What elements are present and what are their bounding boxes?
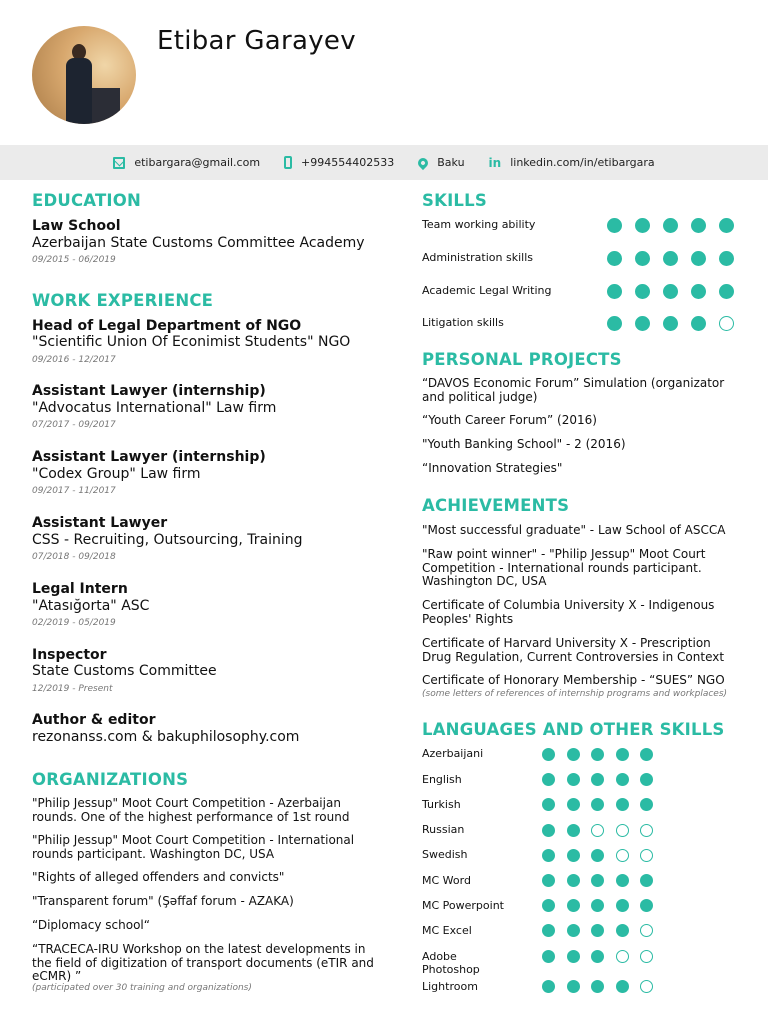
- rating-dot-empty: [640, 924, 653, 937]
- rating-dot-filled: [591, 899, 604, 912]
- work-org: State Customs Committee: [32, 663, 217, 679]
- rating-dot-empty: [640, 980, 653, 993]
- education-org: Azerbaijan State Customs Committee Academy: [32, 235, 365, 251]
- rating-dot-filled: [567, 874, 580, 887]
- language-label: MC Word: [422, 874, 471, 887]
- rating-dot-filled: [691, 218, 706, 233]
- work-org: "Codex Group" Law firm: [32, 466, 201, 482]
- organization-item: "Philip Jessup" Moot Court Competition - International rounds participant. Washington DC, USA: [32, 833, 355, 861]
- work-title: Assistant Lawyer (internship): [32, 449, 266, 465]
- rating-dot-filled: [567, 924, 580, 937]
- rating-dot-empty: [640, 950, 653, 963]
- languages-heading: LANGUAGES AND OTHER SKILLS: [422, 720, 725, 739]
- skill-rating: [607, 251, 747, 266]
- rating-dot-filled: [640, 874, 653, 887]
- work-dates: 07/2017 - 09/2017: [32, 420, 116, 430]
- rating-dot-filled: [719, 251, 734, 266]
- education-dates: 09/2015 - 06/2019: [32, 255, 116, 265]
- achievement-item: Certificate of Honorary Membership - “SUES” NGO: [422, 673, 725, 687]
- rating-dot-filled: [640, 899, 653, 912]
- rating-dot-empty: [640, 849, 653, 862]
- project-item: “Youth Career Forum” (2016): [422, 413, 597, 427]
- rating-dot-filled: [542, 980, 555, 993]
- rating-dot-filled: [635, 251, 650, 266]
- language-rating: [542, 899, 665, 912]
- skill-rating: [607, 218, 747, 233]
- organization-item: "Transparent forum" (Şəffaf forum - AZAKA): [32, 894, 294, 908]
- work-dates: 12/2019 - Present: [32, 684, 113, 694]
- work-title: Author & editor: [32, 712, 156, 728]
- work-dates: 09/2016 - 12/2017: [32, 355, 116, 365]
- language-rating: [542, 924, 665, 937]
- rating-dot-filled: [616, 924, 629, 937]
- profile-photo: [32, 26, 136, 124]
- rating-dot-filled: [591, 980, 604, 993]
- work-dates: 09/2017 - 11/2017: [32, 486, 116, 496]
- rating-dot-filled: [542, 748, 555, 761]
- achievements-heading: ACHIEVEMENTS: [422, 496, 570, 515]
- rating-dot-filled: [635, 284, 650, 299]
- contact-linkedin[interactable]: [489, 156, 655, 170]
- phone-icon: [284, 156, 292, 169]
- rating-dot-filled: [691, 316, 706, 331]
- rating-dot-filled: [542, 874, 555, 887]
- rating-dot-filled: [616, 899, 629, 912]
- rating-dot-filled: [691, 251, 706, 266]
- work-org: "Scientific Union Of Econimist Students" NGO: [32, 334, 351, 350]
- resume-header: [0, 0, 768, 145]
- contact-bar: [0, 145, 768, 180]
- language-rating: [542, 980, 665, 993]
- work-dates: 07/2018 - 09/2018: [32, 552, 116, 562]
- skill-label: Litigation skills: [422, 316, 504, 329]
- linkedin-icon: in: [488, 155, 502, 170]
- rating-dot-filled: [635, 218, 650, 233]
- work-org: "Atasığorta" ASC: [32, 598, 150, 614]
- project-item: “Innovation Strategies": [422, 461, 563, 475]
- rating-dot-filled: [591, 773, 604, 786]
- language-rating: [542, 798, 665, 811]
- rating-dot-empty: [616, 950, 629, 963]
- rating-dot-filled: [591, 748, 604, 761]
- contact-phone[interactable]: [284, 156, 394, 169]
- language-label: MC Powerpoint: [422, 899, 504, 912]
- organizations-note: (participated over 30 training and organizations): [32, 983, 252, 993]
- work-title: Assistant Lawyer (internship): [32, 383, 266, 399]
- work-title: Head of Legal Department of NGO: [32, 318, 302, 334]
- rating-dot-filled: [542, 924, 555, 937]
- rating-dot-filled: [719, 218, 734, 233]
- email-text: etibargara@gmail.com: [134, 156, 261, 169]
- work-title: Assistant Lawyer: [32, 515, 168, 531]
- rating-dot-filled: [591, 798, 604, 811]
- rating-dot-filled: [616, 980, 629, 993]
- rating-dot-filled: [591, 924, 604, 937]
- rating-dot-filled: [663, 284, 678, 299]
- linkedin-text: linkedin.com/in/etibargara: [510, 156, 655, 169]
- work-dates: 02/2019 - 05/2019: [32, 618, 116, 628]
- language-label: Lightroom: [422, 980, 478, 993]
- rating-dot-empty: [616, 824, 629, 837]
- language-label: Russian: [422, 823, 465, 836]
- organization-item: “Diplomacy school“: [32, 918, 150, 932]
- language-rating: [542, 748, 665, 761]
- rating-dot-filled: [567, 748, 580, 761]
- education-title: Law School: [32, 218, 121, 234]
- language-label: Turkish: [422, 798, 461, 811]
- rating-dot-empty: [719, 316, 734, 331]
- rating-dot-filled: [542, 798, 555, 811]
- achievement-item: "Raw point winner" - "Philip Jessup" Moot Court Competition - International rounds participant. Washington DC, USA: [422, 547, 706, 588]
- rating-dot-filled: [542, 824, 555, 837]
- work-org: "Advocatus International" Law firm: [32, 400, 277, 416]
- rating-dot-filled: [567, 824, 580, 837]
- contact-location: [418, 156, 464, 169]
- work-org: CSS - Recruiting, Outsourcing, Training: [32, 532, 303, 548]
- rating-dot-filled: [607, 251, 622, 266]
- language-rating: [542, 824, 665, 837]
- rating-dot-filled: [567, 798, 580, 811]
- language-label: Adobe Photoshop: [422, 950, 480, 976]
- project-item: “DAVOS Economic Forum” Simulation (organizator and political judge): [422, 376, 725, 404]
- rating-dot-filled: [616, 748, 629, 761]
- skill-rating: [607, 284, 747, 299]
- rating-dot-filled: [616, 874, 629, 887]
- language-label: Swedish: [422, 848, 468, 861]
- rating-dot-filled: [663, 316, 678, 331]
- language-label: Azerbaijani: [422, 747, 484, 760]
- skills-heading: SKILLS: [422, 191, 487, 210]
- language-rating: [542, 773, 665, 786]
- rating-dot-empty: [640, 824, 653, 837]
- language-rating: [542, 874, 665, 887]
- rating-dot-filled: [591, 950, 604, 963]
- candidate-name: Etibar Garayev: [157, 26, 356, 56]
- rating-dot-filled: [640, 748, 653, 761]
- rating-dot-filled: [691, 284, 706, 299]
- work-org: rezonanss.com & bakuphilosophy.com: [32, 729, 300, 745]
- skill-label: Administration skills: [422, 251, 533, 264]
- education-heading: EDUCATION: [32, 191, 141, 210]
- phone-text: +994554402533: [301, 156, 395, 169]
- rating-dot-filled: [542, 899, 555, 912]
- organization-item: "Rights of alleged offenders and convicts": [32, 870, 285, 884]
- rating-dot-filled: [567, 980, 580, 993]
- achievement-item: Certificate of Harvard University X - Prescription Drug Regulation, Current Controversies in Context: [422, 636, 725, 664]
- language-rating: [542, 950, 665, 963]
- project-item: "Youth Banking School" - 2 (2016): [422, 437, 626, 451]
- organizations-heading: ORGANIZATIONS: [32, 770, 189, 789]
- location-text: Baku: [437, 156, 465, 169]
- rating-dot-filled: [567, 849, 580, 862]
- location-pin-icon: [416, 155, 430, 169]
- achievement-item: "Most successful graduate" - Law School of ASCCA: [422, 523, 726, 537]
- rating-dot-empty: [591, 824, 604, 837]
- rating-dot-filled: [567, 773, 580, 786]
- work-title: Legal Intern: [32, 581, 128, 597]
- rating-dot-filled: [640, 798, 653, 811]
- achievement-item: Certificate of Columbia University X - Indigenous Peoples' Rights: [422, 598, 715, 626]
- rating-dot-filled: [542, 950, 555, 963]
- work-title: Inspector: [32, 647, 107, 663]
- achievements-note: (some letters of references of internship programs and workplaces): [422, 689, 728, 699]
- rating-dot-filled: [542, 849, 555, 862]
- projects-heading: PERSONAL PROJECTS: [422, 350, 622, 369]
- rating-dot-filled: [567, 950, 580, 963]
- rating-dot-filled: [607, 284, 622, 299]
- language-label: MC Excel: [422, 924, 472, 937]
- rating-dot-filled: [607, 316, 622, 331]
- skill-rating: [607, 316, 747, 331]
- rating-dot-filled: [663, 251, 678, 266]
- rating-dot-filled: [616, 773, 629, 786]
- rating-dot-filled: [591, 874, 604, 887]
- organization-item: “TRACECA-IRU Workshop on the latest developments in the field of digitization of transport documents (eTIR and eCMR) ”: [32, 942, 374, 983]
- rating-dot-filled: [719, 284, 734, 299]
- rating-dot-filled: [542, 773, 555, 786]
- rating-dot-filled: [663, 218, 678, 233]
- skill-label: Academic Legal Writing: [422, 284, 552, 297]
- rating-dot-filled: [607, 218, 622, 233]
- language-rating: [542, 849, 665, 862]
- rating-dot-filled: [567, 899, 580, 912]
- rating-dot-filled: [616, 798, 629, 811]
- skill-label: Team working ability: [422, 218, 536, 231]
- contact-email[interactable]: [113, 156, 260, 169]
- organization-item: "Philip Jessup" Moot Court Competition - Azerbaijan rounds. One of the highest performance of 1st round: [32, 796, 350, 824]
- work-heading: WORK EXPERIENCE: [32, 291, 214, 310]
- rating-dot-filled: [640, 773, 653, 786]
- rating-dot-filled: [591, 849, 604, 862]
- rating-dot-filled: [635, 316, 650, 331]
- envelope-icon: [113, 157, 125, 169]
- rating-dot-empty: [616, 849, 629, 862]
- language-label: English: [422, 773, 462, 786]
